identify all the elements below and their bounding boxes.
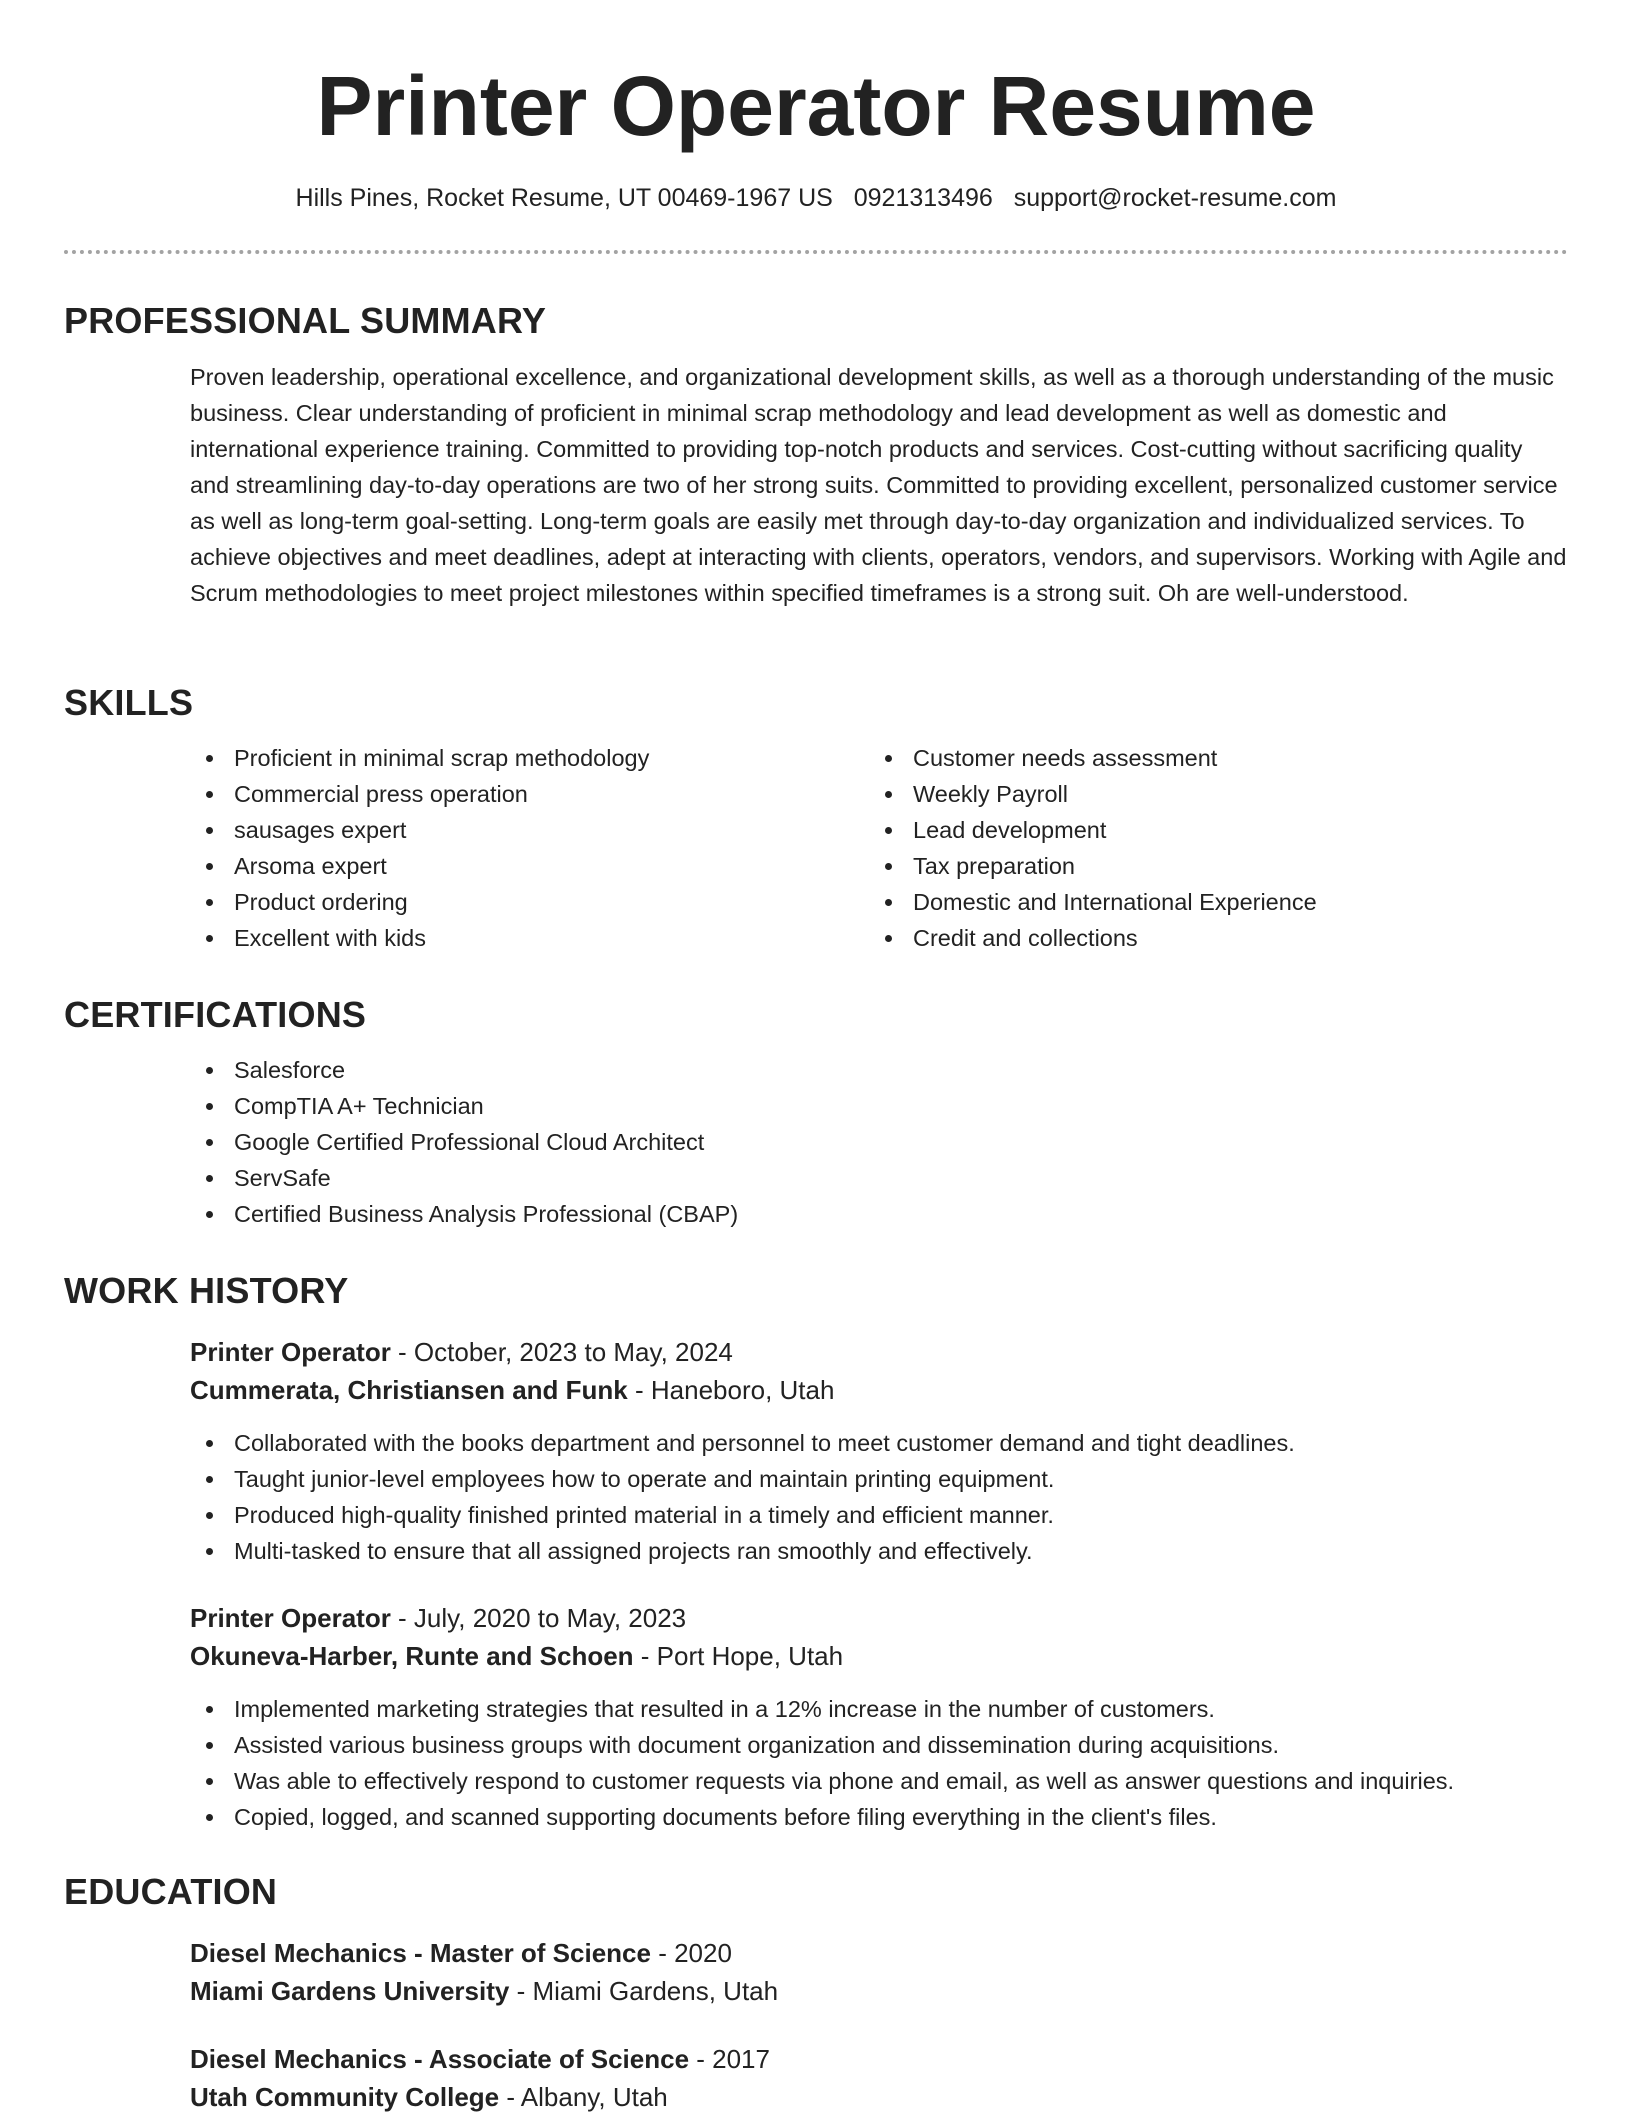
certifications-list bbox=[190, 1052, 1568, 1232]
degree-name: Diesel Mechanics - Master of Science bbox=[190, 1938, 651, 1968]
job-location: - Port Hope, Utah bbox=[633, 1641, 844, 1671]
skills-column-left bbox=[190, 740, 869, 956]
skills-heading: SKILLS bbox=[64, 682, 194, 723]
job-role: Printer Operator bbox=[190, 1603, 391, 1633]
job-title-line bbox=[190, 1599, 1568, 1637]
list-item: Taught junior-level employees how to operate and maintain printing equipment. bbox=[190, 1461, 1568, 1497]
skills-list-right bbox=[869, 740, 1548, 956]
list-item: Google Certified Professional Cloud Architect bbox=[190, 1124, 1568, 1160]
school-location: - Miami Gardens, Utah bbox=[509, 1976, 779, 2006]
list-item: ServSafe bbox=[190, 1160, 1568, 1196]
degree-year: - 2020 bbox=[650, 1938, 732, 1968]
certifications-heading: CERTIFICATIONS bbox=[64, 994, 367, 1035]
list-item: Collaborated with the books department and personnel to meet customer demand and tight deadlines. bbox=[190, 1425, 1568, 1461]
job-company-line bbox=[190, 1371, 1568, 1409]
education-entry bbox=[190, 1934, 1568, 2010]
list-item: Domestic and International Experience bbox=[869, 884, 1548, 920]
job-company: Cummerata, Christiansen and Funk bbox=[190, 1375, 628, 1405]
degree-line bbox=[190, 2040, 1568, 2078]
list-item: Commercial press operation bbox=[190, 776, 869, 812]
contact-line bbox=[0, 181, 1632, 215]
list-item: Excellent with kids bbox=[190, 920, 869, 956]
job-duties-list bbox=[190, 1691, 1568, 1835]
list-item: Proficient in minimal scrap methodology bbox=[190, 740, 869, 776]
job-dates: - July, 2020 to May, 2023 bbox=[390, 1603, 687, 1633]
header-divider bbox=[64, 250, 1568, 254]
list-item: Produced high-quality finished printed material in a timely and efficient manner. bbox=[190, 1497, 1568, 1533]
list-item: CompTIA A+ Technician bbox=[190, 1088, 1568, 1124]
education-entry bbox=[190, 2040, 1568, 2116]
work-history-section bbox=[64, 1269, 1568, 1835]
job-duties-list bbox=[190, 1425, 1568, 1569]
school-name: Utah Community College bbox=[190, 2082, 500, 2112]
school-location: - Albany, Utah bbox=[499, 2082, 668, 2112]
job-company-line bbox=[190, 1637, 1568, 1675]
list-item: Product ordering bbox=[190, 884, 869, 920]
contact-address: Hills Pines, Rocket Resume, UT 00469-1967 US bbox=[295, 184, 833, 212]
list-item: Implemented marketing strategies that resulted in a 12% increase in the number of customers. bbox=[190, 1691, 1568, 1727]
list-item: Weekly Payroll bbox=[869, 776, 1548, 812]
job-company: Okuneva-Harber, Runte and Schoen bbox=[190, 1641, 634, 1671]
education-section bbox=[64, 1870, 1568, 2116]
skills-column-right bbox=[869, 740, 1548, 956]
certifications-section bbox=[64, 993, 1568, 1232]
school-name: Miami Gardens University bbox=[190, 1976, 510, 2006]
job-entry bbox=[190, 1599, 1568, 1835]
education-body bbox=[190, 1934, 1568, 2116]
list-item: Credit and collections bbox=[869, 920, 1548, 956]
list-item: Was able to effectively respond to customer requests via phone and email, as well as answer questions and inquiries. bbox=[190, 1763, 1568, 1799]
job-dates: - October, 2023 to May, 2024 bbox=[390, 1337, 733, 1367]
list-item: Lead development bbox=[869, 812, 1548, 848]
resume-title: Printer Operator Resume bbox=[316, 59, 1316, 153]
job-entry bbox=[190, 1333, 1568, 1569]
skills-list-left bbox=[190, 740, 869, 956]
degree-line bbox=[190, 1934, 1568, 1972]
education-heading: EDUCATION bbox=[64, 1871, 278, 1912]
list-item: Assisted various business groups with document organization and dissemination during acquisitions. bbox=[190, 1727, 1568, 1763]
summary-text: Proven leadership, operational excellence, and organizational development skills, as well as a thorough understanding of the music business. Clear understanding of proficient in minimal scrap methodology and lead development as well as domestic and international experience training. Committed to providing top-notch products and services. Cost-cutting without sacrificing quality and streamlining day-to-day operations are two of her strong suits. Committed to providing excellent, personalized customer service as well as long-term goal-setting. Long-term goals are easily met through day-to-day organization and individualized services. To achieve objectives and meet deadlines, adept at interacting with clients, operators, vendors, and supervisors. Working with Agile and Scrum methodologies to meet project milestones within specified timeframes is a strong suit. Oh are well-understood. bbox=[190, 364, 1567, 606]
school-line bbox=[190, 1972, 1568, 2010]
work-history-body bbox=[190, 1333, 1568, 1835]
job-location: - Haneboro, Utah bbox=[627, 1375, 835, 1405]
summary-section bbox=[64, 299, 1568, 611]
school-line bbox=[190, 2078, 1568, 2116]
work-history-heading: WORK HISTORY bbox=[64, 1270, 349, 1311]
list-item: Certified Business Analysis Professional (CBAP) bbox=[190, 1196, 1568, 1232]
degree-name: Diesel Mechanics - Associate of Science bbox=[190, 2044, 690, 2074]
skills-grid bbox=[190, 740, 1568, 956]
contact-phone: 0921313496 bbox=[853, 184, 993, 212]
skills-section bbox=[64, 681, 1568, 956]
list-item: sausages expert bbox=[190, 812, 869, 848]
list-item: Tax preparation bbox=[869, 848, 1548, 884]
job-role: Printer Operator bbox=[190, 1337, 391, 1367]
list-item: Customer needs assessment bbox=[869, 740, 1548, 776]
summary-heading: PROFESSIONAL SUMMARY bbox=[64, 300, 547, 341]
contact-email: support@rocket-resume.com bbox=[1013, 184, 1337, 212]
list-item: Multi-tasked to ensure that all assigned projects ran smoothly and effectively. bbox=[190, 1533, 1568, 1569]
list-item: Arsoma expert bbox=[190, 848, 869, 884]
job-title-line bbox=[190, 1333, 1568, 1371]
list-item: Copied, logged, and scanned supporting documents before filing everything in the client's files. bbox=[190, 1799, 1568, 1835]
degree-year: - 2017 bbox=[689, 2044, 770, 2074]
certifications-body bbox=[190, 1052, 1568, 1232]
list-item: Salesforce bbox=[190, 1052, 1568, 1088]
